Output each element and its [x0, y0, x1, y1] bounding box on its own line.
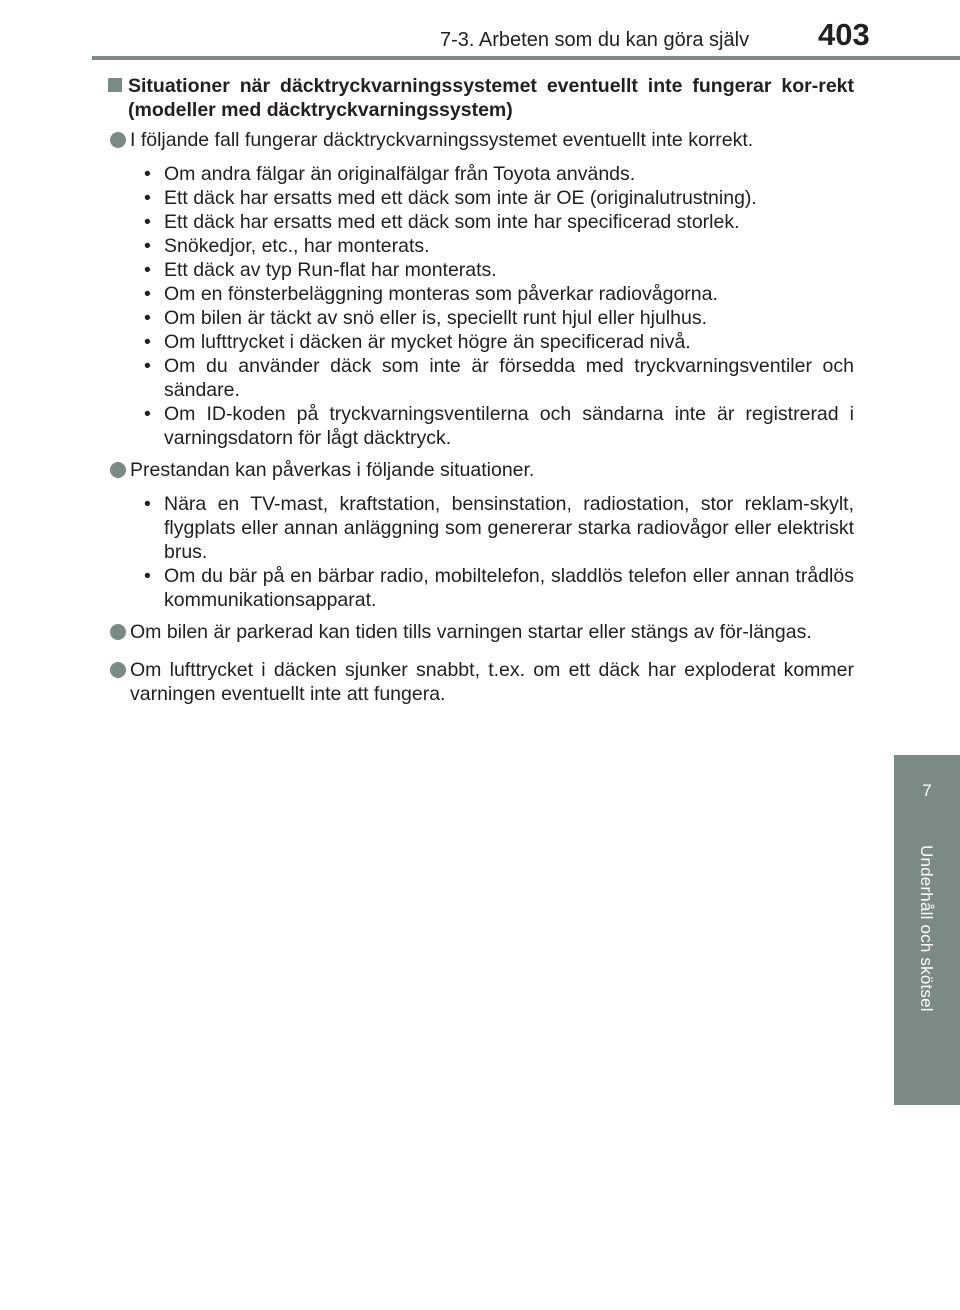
- header-section-title: 7-3. Arbeten som du kan göra själv: [440, 29, 750, 51]
- list-item-point-1: [108, 128, 854, 152]
- section-heading-block: [108, 74, 854, 122]
- chapter-number: 7: [922, 781, 932, 800]
- list-item: • Om bilen är täckt av snö eller is, speciellt runt hjul eller hjulhus.: [164, 306, 854, 330]
- point-text: I följande fall fungerar däcktryckvarningssystemet eventuellt inte korrekt.: [130, 129, 754, 151]
- list-item: • Ett däck av typ Run-flat har monterats.: [164, 258, 854, 282]
- point-text: Om bilen är parkerad kan tiden tills varningen startar eller stängs av för-längas.: [130, 621, 812, 643]
- round-bullet-icon: [110, 662, 126, 678]
- chapter-title: Underhåll och skötsel: [917, 845, 936, 1012]
- list-item: • Om en fönsterbeläggning monteras som påverkar radiovågorna.: [164, 282, 854, 306]
- round-bullet-icon: [110, 624, 126, 640]
- round-bullet-icon: [110, 132, 126, 148]
- round-bullet-icon: [110, 462, 126, 478]
- sub-list-1: [108, 162, 854, 450]
- square-bullet-icon: [108, 78, 122, 92]
- sub-list-2: [108, 492, 854, 612]
- list-item: • Om du använder däck som inte är försedda med tryckvarningsventiler och sändare.: [164, 354, 854, 402]
- list-item-point-3: [108, 620, 854, 644]
- list-item: • Nära en TV-mast, kraftstation, bensinstation, radiostation, stor reklam-skylt, flygplats eller annan anläggning som genererar starka radiovågor eller elektriskt brus.: [164, 492, 854, 564]
- list-item-point-4: [108, 658, 854, 706]
- list-item: • Snökedjor, etc., har monterats.: [164, 234, 854, 258]
- list-item: • Ett däck har ersatts med ett däck som inte har specificerad storlek.: [164, 210, 854, 234]
- point-text: Prestandan kan påverkas i följande situationer.: [130, 459, 535, 481]
- page-number: 403: [818, 17, 870, 52]
- header-divider: [92, 56, 960, 60]
- list-item: • Om du bär på en bärbar radio, mobiltelefon, sladdlös telefon eller annan trådlös kommunikationsapparat.: [164, 564, 854, 612]
- section-heading: Situationer när däcktryckvarningssystemet eventuellt inte fungerar kor-rekt (modeller med däcktryckvarningssystem): [128, 75, 854, 121]
- main-content: [108, 74, 854, 712]
- point-text: Om lufttrycket i däcken sjunker snabbt, t.ex. om ett däck har exploderat kommer varningen eventuellt inte att fungera.: [130, 659, 854, 705]
- chapter-side-tab: [894, 755, 960, 1105]
- list-item: • Ett däck har ersatts med ett däck som inte är OE (originalutrustning).: [164, 186, 854, 210]
- list-item-point-2: [108, 458, 854, 482]
- list-item: • Om ID-koden på tryckvarningsventilerna och sändarna inte är registrerad i varningsdatorn för lågt däcktryck.: [164, 402, 854, 450]
- list-item: • Om andra fälgar än originalfälgar från Toyota används.: [164, 162, 854, 186]
- list-item: • Om lufttrycket i däcken är mycket högre än specificerad nivå.: [164, 330, 854, 354]
